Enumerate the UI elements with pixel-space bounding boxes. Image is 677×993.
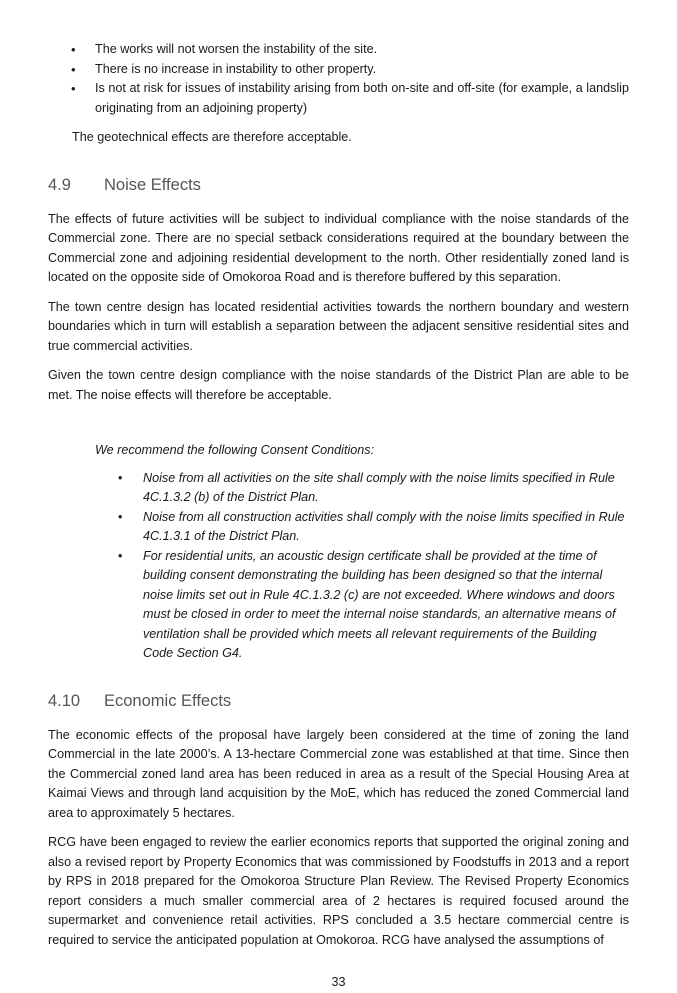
page-number: 33 [331, 975, 346, 989]
document-page [48, 40, 629, 950]
section-number: 4.9 [48, 175, 71, 194]
consent-conditions-list [48, 469, 629, 664]
paragraph: The economic effects of the proposal have largely been considered at the time of zoning the land Commercial in the late 2000’s. A 13-hectare Commercial zone was established at that time. Since then the Commercial zoned land area has been reduced in area as a result of the Special Housing Area at Kaimai Views and through land acquisition by the MoE, which has reduced the zoned Commercial land area to approximately 5 hectares. [48, 727, 629, 820]
list-item: • For residential units, an acoustic design certificate shall be provided at the time of building consent demonstrating the building has been designed so that the internal noise limits set out in Rule 4C.1.3.2 (c) are not exceeded. Where windows and doors must be closed in order to meet the internal noise standards, an alternative means of ventilation shall be provided which meets all relevant requirements of the Building Code Section G4. [48, 547, 629, 664]
intro-bullet-list [48, 40, 629, 118]
list-item: • There is no increase in instability to other property. [48, 60, 629, 80]
paragraph: RCG have been engaged to review the earlier economics reports that supported the original zoning and also a revised report by Property Economics that was commissioned by Foodstuffs in 2013 and a report by RPS in 2018 prepared for the Omokoroa Structure Plan Review. The Revised Property Economics report considers a much smaller commercial area of 2 hectares is required focused around the supermarket and convenience retail activities. RPS concluded a 3.5 hectare commercial centre is required to service the anticipated population at Omokoroa. RCG have analysed the assumptions of [48, 835, 629, 947]
section-heading-economic [48, 690, 629, 712]
geotech-conclusion: The geotechnical effects are therefore acceptable. [72, 130, 352, 144]
recommendation-title: We recommend the following Consent Conditions: [95, 443, 375, 457]
section-title: Economic Effects [104, 691, 232, 710]
section-number: 4.10 [48, 691, 81, 710]
list-item: • Noise from all activities on the site shall comply with the noise limits specified in Rule 4C.1.3.2 (b) of the District Plan. [48, 469, 629, 508]
paragraph: The effects of future activities will be subject to individual compliance with the noise standards of the Commercial zone. There are no special setback considerations required at the boundary between the Commercial zone and adjoining residential development to the north. Other residentially zoned land is located on the opposite side of Omokoroa Road and is therefore buffered by this separation. [48, 211, 629, 284]
section-heading-noise [48, 174, 629, 196]
list-item: • Noise from all construction activities shall comply with the noise limits specified in Rule 4C.1.3.1 of the District Plan. [48, 508, 629, 547]
list-item: • Is not at risk for issues of instability arising from both on-site and off-site (for example, a landslip originating from an adjoining property) [48, 79, 629, 118]
paragraph: Given the town centre design compliance with the noise standards of the District Plan are able to be met. The noise effects will therefore be acceptable. [48, 368, 629, 402]
list-item: • The works will not worsen the instability of the site. [48, 40, 629, 60]
paragraph: The town centre design has located residential activities towards the northern boundary and western boundaries which in turn will establish a separation between the adjacent sensitive residential sites and true commercial activities. [48, 299, 629, 353]
section-title: Noise Effects [104, 175, 201, 194]
